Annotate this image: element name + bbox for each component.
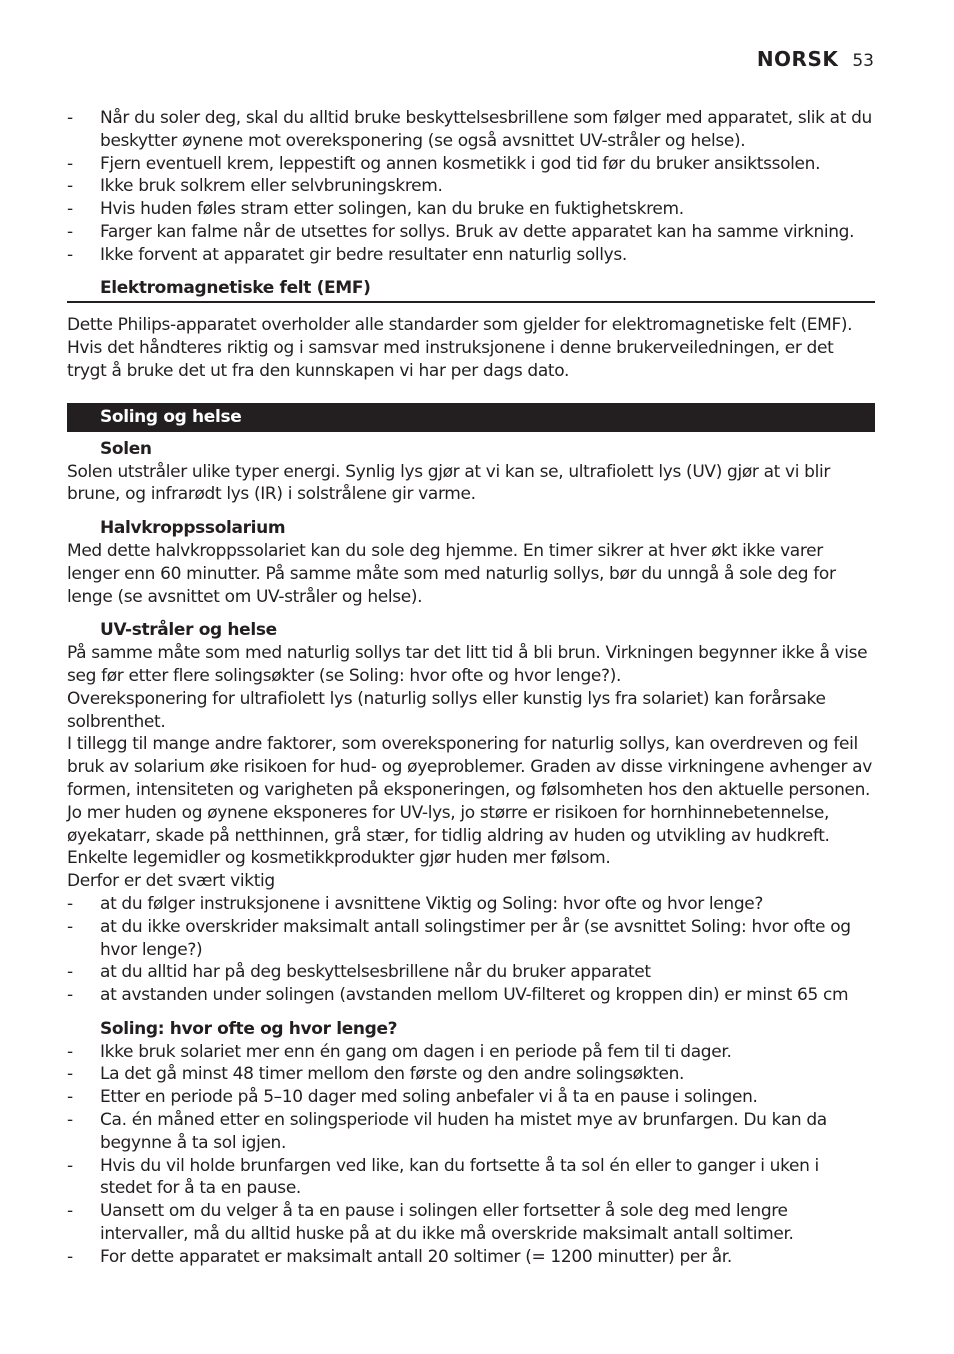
emf-heading: Elektromagnetiske felt (EMF): [100, 277, 371, 298]
list-item: - Ikke bruk solariet mer enn én gang om dagen i en periode på fem til ti dager.: [67, 1041, 875, 1064]
list-item: - Ikke bruk solkrem eller selvbruningskrem.: [67, 175, 875, 198]
language-label: NORSK: [756, 47, 839, 71]
list-item: - Ca. én måned etter en solingsperiode vil huden ha mistet mye av brunfargen. Du kan da begynne å ta sol igjen.: [67, 1109, 875, 1155]
page-header: [757, 47, 874, 71]
emf-text: Dette Philips-apparatet overholder alle standarder som gjelder for elektromagnetiske felt (EMF). Hvis det håndteres riktig og i samsvar med instruksjonene i denne brukerveiledningen, er det trygt å bruke det ut fra den kunnskapen vi har per dags dato.: [67, 315, 853, 381]
list-item: - Etter en periode på 5–10 dager med soling anbefaler vi å ta en pause i solingen.: [67, 1086, 875, 1109]
list-item: - For dette apparatet er maksimalt antall 20 soltimer (= 1200 minutter) per år.: [67, 1246, 875, 1269]
uv-paragraph: Jo mer huden og øynene eksponeres for UV-lys, jo større er risikoen for hornhinnebetennelse, øyekatarr, skade på netthinnen, grå stær, for tidlig aldring av huden og utvikling av hudkreft. Enkelte legemidler og kosmetikkprodukter gjør huden mer følsom.: [67, 802, 830, 869]
list-item: - Farger kan falme når de utsettes for sollys. Bruk av dette apparatet kan ha samme virkning.: [67, 221, 875, 244]
uv-paragraph: Derfor er det svært viktig: [67, 871, 275, 892]
list-item: - Når du soler deg, skal du alltid bruke beskyttelsesbrillene som følger med apparatet, slik at du beskytter øynene mot overeksponering (se også avsnittet UV-stråler og helse).: [67, 107, 875, 153]
halvkropp-text: Med dette halvkroppssolariet kan du sole deg hjemme. En timer sikrer at hver økt ikke varer lenger enn 60 minutter. På samme måte som med naturlig sollys, bør du unngå å sole deg for lenge (se avsnittet om UV-stråler og helse).: [67, 540, 836, 607]
intro-list: [67, 107, 875, 267]
list-item: - at du ikke overskrider maksimalt antall solingstimer per år (se avsnittet Soling: hvor ofte og hvor lenge?): [67, 916, 875, 962]
solen-heading: Solen: [100, 438, 152, 459]
uv-paragraph: Overeksponering for ultrafiolett lys (naturlig sollys eller kunstig lys fra solariet) kan forårsake solbrenthet.: [67, 688, 826, 732]
halvkropp-heading: Halvkroppssolarium: [100, 518, 286, 539]
page-number: 53: [852, 51, 874, 71]
page-content: [67, 107, 875, 1269]
section-title-bar: [67, 403, 875, 432]
list-item: - Uansett om du velger å ta en pause i solingen eller fortsetter å sole deg med lengre intervaller, må du alltid huske på at du ikke må overskride maksimalt antall soltimer.: [67, 1200, 875, 1246]
emf-heading-rule: [67, 277, 875, 304]
uv-heading: UV-stråler og helse: [100, 620, 277, 641]
list-item: - Ikke forvent at apparatet gir bedre resultater enn naturlig sollys.: [67, 244, 875, 267]
list-item: - Hvis huden føles stram etter solingen, kan du bruke en fuktighetskrem.: [67, 198, 875, 221]
solen-text: Solen utstråler ulike typer energi. Synlig lys gjør at vi kan se, ultrafiolett lys (UV) gjør at vi blir brune, og infrarødt lys (IR) i solstrålene gir varme.: [67, 461, 830, 505]
list-item: - Hvis du vil holde brunfargen ved like, kan du fortsette å ta sol én eller to ganger i uken i stedet for å ta en pause.: [67, 1155, 875, 1201]
list-item: - at du alltid har på deg beskyttelsesbrillene når du bruker apparatet: [67, 961, 875, 984]
list-item: - Fjern eventuell krem, leppestift og annen kosmetikk i god tid før du bruker ansiktssolen.: [67, 153, 875, 176]
uv-list: [67, 893, 875, 1007]
list-item: - La det gå minst 48 timer mellom den første og den andre solingsøkten.: [67, 1063, 875, 1086]
howoften-heading: Soling: hvor ofte og hvor lenge?: [100, 1018, 398, 1039]
howoften-list: [67, 1041, 875, 1269]
section-title: Soling og helse: [100, 406, 242, 427]
list-item: - at du følger instruksjonene i avsnittene Viktig og Soling: hvor ofte og hvor lenge?: [67, 893, 875, 916]
uv-paragraph: I tillegg til mange andre faktorer, som overeksponering for naturlig sollys, kan overdreven og feil bruk av solarium øke risikoen for hud- og øyeproblemer. Graden av disse virkningene avhenger av formen, intensiteten og varigheten på eksponeringen, og følsomheten hos den aktuelle personen.: [67, 734, 872, 800]
list-item: - at avstanden under solingen (avstanden mellom UV-filteret og kroppen din) er minst 65 cm: [67, 984, 875, 1007]
uv-paragraph: På samme måte som med naturlig sollys tar det litt tid å bli brun. Virkningen begynner ikke å vise seg før etter flere solingsøkter (se Soling: hvor ofte og hvor lenge?).: [67, 643, 868, 686]
